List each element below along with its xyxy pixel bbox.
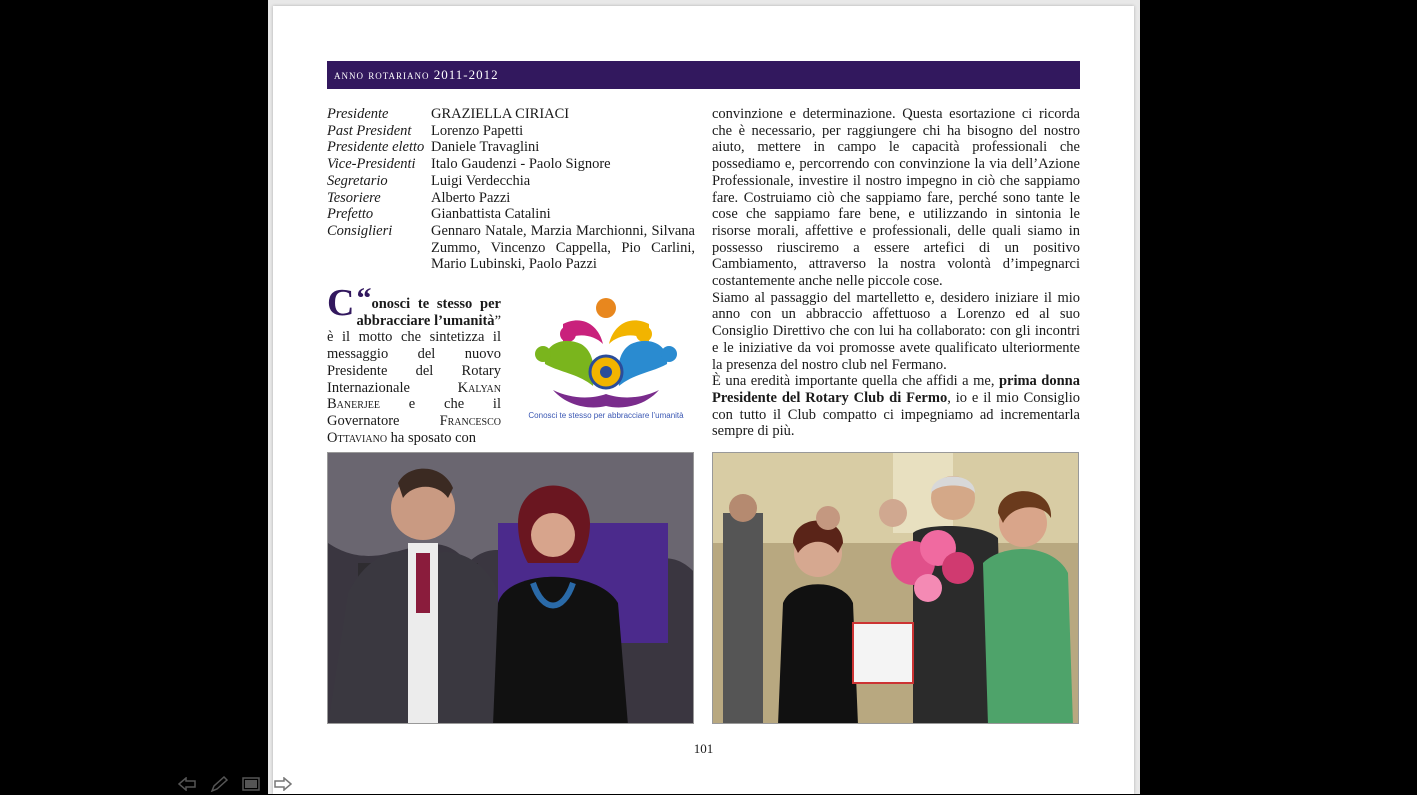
logo-caption: Conosci te stesso per abbracciare l’umanità bbox=[528, 411, 684, 420]
banner-title: anno rotariano 2011-2012 bbox=[334, 67, 499, 82]
officer-row: Presidente GRAZIELLA CIRIACI bbox=[327, 106, 570, 122]
open-quote-mark: “ bbox=[356, 282, 372, 315]
motto-paragraph: “ C onosci te stesso per abbracciare l’umanità” è il motto che sintetizza il messaggio del nuovo Presidente del Rotary Internazionale Kalyan Banerjee e che il Governatore Francesco Ottaviano ha sposato con bbox=[327, 282, 501, 446]
rotary-theme-logo bbox=[523, 294, 689, 424]
document-page bbox=[268, 0, 1140, 794]
paragraph: Siamo al passaggio del martelletto e, desidero iniziare il mio anno con un abbraccio affettuoso a Lorenzo ed al suo Consiglio Direttivo che con lui ha collaborato: con gli incontri e le iniziative da voi promosse avete qualificato ulteriormente la presenza del nostro club nel Fermano. bbox=[712, 289, 1080, 373]
drop-cap: C bbox=[327, 282, 355, 324]
paragraph: È una eredità importante quella che affidi a me, prima donna Presidente del Rotary Club di Fermo, io e il mio Consiglio con tutto il Club compatto ci impegniamo ad incrementarla sempre di più. bbox=[712, 373, 1080, 440]
pen-icon[interactable] bbox=[208, 775, 230, 793]
close-quote-mark: ” bbox=[494, 312, 501, 329]
highlighted-text: prima donna Presidente del Rotary Club di Fermo bbox=[712, 373, 1080, 406]
officer-row: Tesoriere Alberto Pazzi bbox=[327, 189, 511, 206]
screen-icon[interactable] bbox=[240, 775, 262, 793]
page-number: 101 bbox=[693, 741, 714, 756]
page-sheet bbox=[273, 6, 1134, 794]
officer-row: Prefetto Gianbattista Catalini bbox=[327, 206, 551, 223]
officers-list bbox=[327, 106, 695, 273]
back-arrow-icon[interactable] bbox=[176, 775, 198, 793]
officer-row: Vice-Presidenti Italo Gaudenzi - Paolo Signore bbox=[327, 156, 611, 173]
officer-row: Consiglieri Gennaro Natale, Marzia Marchionni, Silvana Zummo, Vincenzo Cappella, Pio Carlini, Mario Lubinski, Paolo Pazzi bbox=[327, 222, 695, 273]
officer-row: Past President Lorenzo Papetti bbox=[327, 122, 524, 139]
photo-handover bbox=[327, 452, 694, 724]
officer-row: Segretario Luigi Verdecchia bbox=[327, 172, 531, 189]
forward-arrow-icon[interactable] bbox=[272, 775, 294, 793]
paragraph: convinzione e determinazione. Questa esortazione ci ricorda che è necessario, per raggiungere chi ha bisogno del nostro aiuto, mettere in campo le capacità professionali che possediamo e, percorrendo con convinzione la via dell’Azione Professionale, investire il nostro impegno in ciò che sappiamo fare. Costruiamo ciò che sappiamo fare, perché sono tante le cose che sappiamo fare bene, e utilizzando in sintonia le risorse morali, affettive e professionali, delle quali siamo in possesso riusciremo a essere artefici di un positivo Cambiamento, attraverso la nostra volontà d’impegnarci costantemente anche nelle piccole cose. bbox=[712, 106, 1080, 290]
photo-flowers bbox=[712, 452, 1079, 724]
section-banner bbox=[327, 61, 1080, 89]
article-text bbox=[712, 106, 1080, 440]
motto-text: onosci te stesso per abbracciare l’umanità bbox=[356, 296, 501, 329]
viewer-toolbar bbox=[176, 775, 294, 795]
officer-row: Presidente eletto Daniele Travaglini bbox=[327, 139, 540, 156]
governor-name: Francesco Ottaviano bbox=[327, 412, 501, 446]
president-name: Kalyan Banerjee bbox=[327, 379, 501, 413]
